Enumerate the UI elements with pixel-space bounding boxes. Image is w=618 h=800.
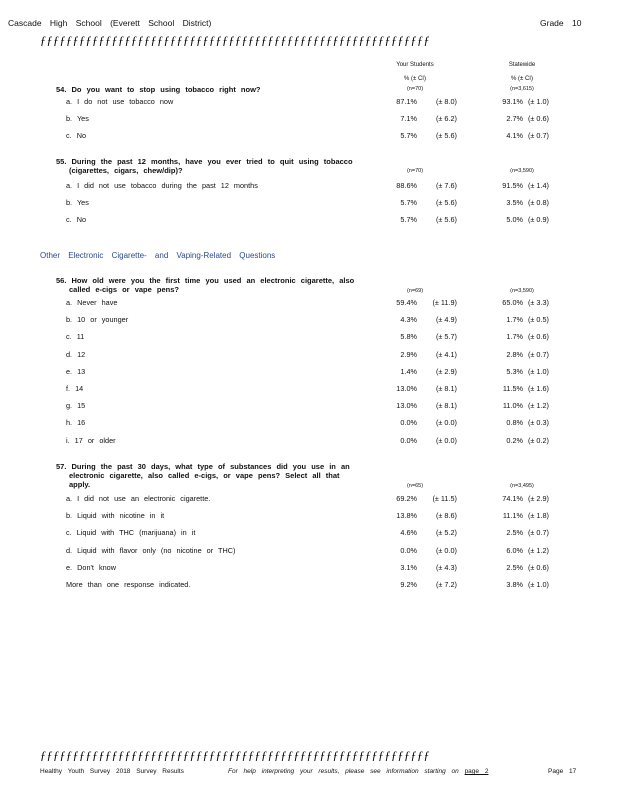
- state-ci: (± 1.4): [527, 181, 549, 190]
- school-ci: (± 7.2): [435, 580, 457, 589]
- answer-option: c. No: [66, 131, 87, 140]
- school-ci: (± 4.9): [435, 315, 457, 325]
- answer-option: f. 14: [66, 384, 84, 393]
- school-percent: 9.2%: [400, 580, 417, 589]
- school-ci: (± 8.1): [435, 384, 457, 393]
- answer-option: d. Liquid with flavor only (no nicotine or THC): [66, 545, 236, 555]
- col-statewide: Statewide: [508, 62, 536, 68]
- question-57-line1: 57. During the past 30 days, what type of substances did you use in an: [56, 462, 350, 471]
- state-percent: 11.0%: [502, 401, 523, 411]
- answer-option: e. 13: [66, 366, 86, 376]
- col-your-students: Your Students: [396, 62, 434, 68]
- footer-help-text: For help interpreting your results, please see information starting on: [228, 768, 459, 775]
- state-ci: (± 2.9): [527, 494, 549, 503]
- answer-option: d. 12: [66, 349, 86, 359]
- state-percent: 1.7%: [506, 332, 523, 342]
- state-percent: 5.0%: [506, 215, 523, 224]
- grade-label: Grade 10: [540, 18, 582, 28]
- state-percent: 6.0%: [506, 545, 523, 555]
- answer-option: c. 11: [66, 332, 85, 342]
- n-state: (n=3,590): [510, 168, 534, 174]
- school-percent: 88.6%: [396, 181, 417, 190]
- state-percent: 2.7%: [506, 114, 523, 123]
- school-percent: 5.7%: [400, 198, 417, 207]
- school-ci: (± 0.0): [435, 418, 457, 428]
- question-56-line1: 56. How old were you the first time you used an electronic cigarette, also: [56, 276, 355, 285]
- school-ci: (± 6.2): [435, 114, 457, 123]
- state-percent: 93.1%: [502, 97, 523, 106]
- state-ci: (± 3.3): [527, 298, 549, 307]
- school-percent: 0.0%: [400, 545, 417, 555]
- school-percent: 0.0%: [400, 435, 417, 445]
- n-school: (n=69): [406, 288, 424, 294]
- school-percent: 5.8%: [400, 332, 417, 342]
- answer-option: a. I do not use tobacco now: [66, 97, 174, 106]
- school-ci: (± 4.1): [435, 349, 457, 359]
- school-ci: (± 4.3): [435, 562, 457, 572]
- footer-survey: Healthy Youth Survey 2018 Survey Results: [40, 768, 184, 775]
- state-ci: (± 0.7): [527, 131, 549, 140]
- page-number: Page 17: [548, 768, 577, 775]
- school-percent: 13.8%: [396, 511, 417, 521]
- school-percent: 13.0%: [396, 401, 417, 411]
- school-percent: 7.1%: [400, 114, 417, 123]
- state-percent: 2.5%: [506, 562, 523, 572]
- n-state: (n=3,590): [510, 288, 534, 294]
- state-ci: (± 0.6): [527, 332, 549, 342]
- state-ci: (± 1.0): [527, 97, 549, 106]
- school-ci: (± 0.0): [435, 545, 457, 555]
- state-ci: (± 1.0): [527, 366, 549, 376]
- state-ci: (± 0.3): [527, 418, 549, 428]
- answer-option: b. Yes: [66, 114, 89, 123]
- answer-option: c. Liquid with THC (marijuana) in it: [66, 528, 196, 538]
- answer-option: g. 15: [66, 401, 86, 411]
- school-percent: 1.4%: [400, 366, 417, 376]
- answer-option: h. 16: [66, 418, 86, 428]
- school-percent: 0.0%: [400, 418, 417, 428]
- school-ci: (± 5.6): [435, 198, 457, 207]
- state-percent: 0.8%: [506, 418, 523, 428]
- answer-option: b. Liquid with nicotine in it: [66, 511, 165, 521]
- col-pct-state: % (± CI): [511, 76, 533, 82]
- school-header: Cascade High School (Everett School District): [8, 18, 212, 28]
- col-pct-school: % (± CI): [404, 76, 426, 82]
- section-title: Other Electronic Cigarette- and Vaping-Related Questions: [40, 251, 276, 260]
- answer-option: b. 10 or younger: [66, 315, 129, 325]
- n-school: (n=70): [406, 86, 424, 92]
- answer-option: i. 17 or older: [66, 435, 116, 445]
- school-ci: (± 8.6): [435, 511, 457, 521]
- state-percent: 5.3%: [506, 366, 523, 376]
- n-state: (n=3,495): [510, 483, 534, 489]
- school-percent: 4.3%: [400, 315, 417, 325]
- state-percent: 91.5%: [502, 181, 523, 190]
- school-ci: (± 0.0): [435, 435, 457, 445]
- school-ci: (± 7.6): [435, 181, 457, 190]
- state-ci: (± 0.6): [527, 114, 549, 123]
- n-state: (n=3,615): [510, 86, 534, 92]
- question-55-line2: (cigarettes, cigars, chew/dip)?: [69, 166, 183, 175]
- state-ci: (± 1.0): [527, 580, 549, 589]
- state-ci: (± 0.6): [527, 562, 549, 572]
- school-ci: (± 2.9): [435, 366, 457, 376]
- school-ci: (± 5.7): [435, 332, 457, 342]
- state-ci: (± 0.8): [527, 198, 549, 207]
- question-57-line2: electronic cigarette, also called e-cigs, or vape pens? Select all that: [69, 471, 340, 480]
- school-percent: 5.7%: [400, 215, 417, 224]
- state-ci: (± 1.2): [527, 401, 549, 411]
- answer-option: c. No: [66, 215, 87, 224]
- school-ci: (± 5.6): [435, 131, 457, 140]
- state-ci: (± 0.5): [527, 315, 549, 325]
- state-percent: 2.8%: [506, 349, 523, 359]
- school-percent: 5.7%: [400, 131, 417, 140]
- answer-option: a. I did not use tobacco during the past 12 months: [66, 181, 258, 190]
- answer-option: a. I did not use an electronic cigarette.: [66, 494, 211, 503]
- school-ci: (± 5.6): [435, 215, 457, 224]
- answer-option: b. Yes: [66, 198, 89, 207]
- decorative-divider-bottom: ƒƒƒƒƒƒƒƒƒƒƒƒƒƒƒƒƒƒƒƒƒƒƒƒƒƒƒƒƒƒƒƒƒƒƒƒƒƒƒƒƒƒƒƒƒƒƒƒƒƒƒƒƒƒƒƒƒƒƒƒ: [40, 748, 430, 762]
- question-57-line3: apply.: [69, 480, 91, 489]
- school-ci: (± 8.0): [435, 97, 457, 106]
- school-ci: (± 8.1): [435, 401, 457, 411]
- answer-option: e. Don't know: [66, 562, 116, 572]
- answer-option: a. Never have: [66, 298, 118, 307]
- footer-help: [228, 768, 488, 775]
- question-55-line1: 55. During the past 12 months, have you ever tried to quit using tobacco: [56, 157, 353, 166]
- question-56-line2: called e-cigs or vape pens?: [69, 285, 179, 294]
- school-ci: (± 11.5): [432, 494, 457, 503]
- state-percent: 2.5%: [506, 528, 523, 538]
- school-percent: 87.1%: [396, 97, 417, 106]
- state-ci: (± 1.6): [527, 384, 549, 393]
- answer-option: More than one response indicated.: [66, 580, 191, 589]
- state-percent: 65.0%: [502, 298, 523, 307]
- state-ci: (± 1.2): [527, 545, 549, 555]
- n-school: (n=65): [406, 483, 424, 489]
- school-percent: 3.1%: [400, 562, 417, 572]
- school-ci: (± 5.2): [435, 528, 457, 538]
- state-percent: 11.1%: [502, 511, 523, 521]
- state-percent: 3.8%: [506, 580, 523, 589]
- n-school: (n=70): [406, 168, 424, 174]
- school-percent: 2.9%: [400, 349, 417, 359]
- state-percent: 1.7%: [506, 315, 523, 325]
- question-54: 54. Do you want to stop using tobacco right now?: [56, 85, 261, 94]
- state-percent: 0.2%: [506, 435, 523, 445]
- state-ci: (± 0.9): [527, 215, 549, 224]
- school-percent: 4.6%: [400, 528, 417, 538]
- school-percent: 59.4%: [396, 298, 417, 307]
- state-ci: (± 0.2): [527, 435, 549, 445]
- school-percent: 13.0%: [396, 384, 417, 393]
- state-percent: 11.5%: [502, 384, 523, 393]
- state-percent: 3.5%: [506, 198, 523, 207]
- state-percent: 74.1%: [502, 494, 523, 503]
- state-ci: (± 0.7): [527, 528, 549, 538]
- state-percent: 4.1%: [506, 131, 523, 140]
- state-ci: (± 1.8): [527, 511, 549, 521]
- school-ci: (± 11.9): [432, 298, 457, 307]
- page-link[interactable]: page 2: [464, 768, 489, 775]
- school-percent: 69.2%: [396, 494, 417, 503]
- state-ci: (± 0.7): [527, 349, 549, 359]
- decorative-divider-top: ƒƒƒƒƒƒƒƒƒƒƒƒƒƒƒƒƒƒƒƒƒƒƒƒƒƒƒƒƒƒƒƒƒƒƒƒƒƒƒƒƒƒƒƒƒƒƒƒƒƒƒƒƒƒƒƒƒƒƒƒ: [40, 33, 430, 47]
